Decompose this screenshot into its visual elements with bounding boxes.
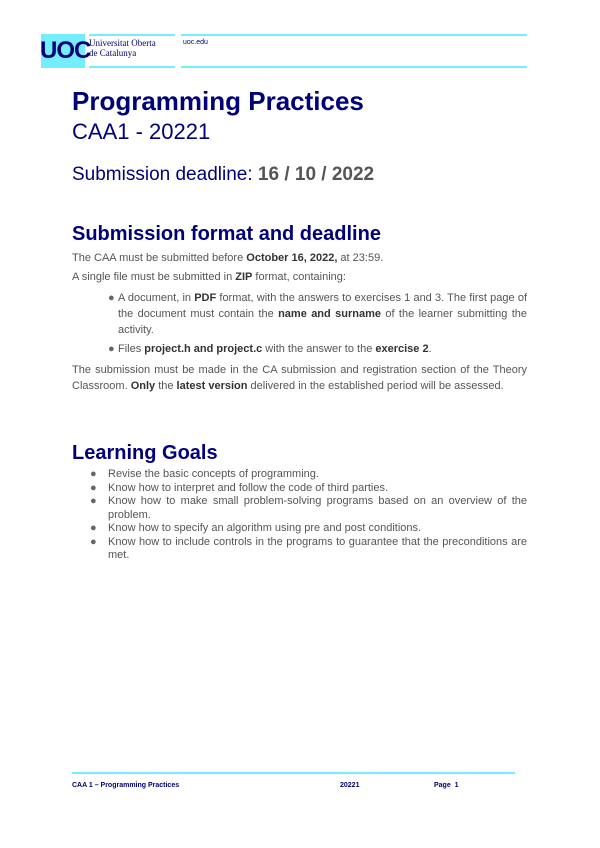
bullet-icon: ● — [108, 292, 115, 304]
goal-text: Revise the basic concepts of programming. — [108, 468, 319, 480]
bold-run: PDF — [194, 292, 217, 304]
page-header — [41, 34, 527, 70]
page-subtitle: CAA1 - 20221 — [72, 119, 211, 144]
footer-page-label: Page — [434, 782, 451, 789]
list-item — [90, 482, 527, 496]
section-heading-learning-goals: Learning Goals — [72, 442, 218, 464]
text-run: of the learner submitting the activity. — [118, 308, 527, 336]
bold-run: latest version — [176, 380, 248, 392]
logo-text: UOC — [40, 37, 91, 64]
bold-run: name and surname — [278, 308, 381, 320]
bold-run: October 16, 2022, — [246, 252, 338, 264]
text-run: The submission must be made in the CA submission and registration section of the Theory Classroom. — [72, 364, 527, 392]
text-run: A document, in — [118, 292, 195, 304]
header-rule-left-top — [89, 34, 175, 36]
text-run: Files — [118, 343, 145, 355]
paragraph-zip — [72, 269, 527, 285]
text-run: with the answer to the — [262, 343, 376, 355]
goal-text: Know how to interpret and follow the code of third parties. — [108, 481, 389, 494]
bullet-icon: ● — [90, 535, 97, 548]
university-url: uoc.edu — [183, 39, 208, 46]
bold-run: exercise 2 — [375, 343, 429, 355]
footer-page-value: 1 — [454, 782, 459, 789]
text-run: format, containing: — [252, 271, 346, 283]
footer-rule — [72, 772, 515, 774]
goal-text: Know how to include controls in the programs to guarantee that the preconditions are met. — [108, 535, 527, 561]
bullet-icon: ● — [108, 343, 115, 355]
submission-contents-list — [108, 290, 527, 360]
deadline-date: 16 / 10 / 2022 — [257, 164, 375, 185]
university-name — [89, 38, 156, 58]
bullet-icon: ● — [90, 468, 97, 480]
learning-goals-list — [90, 468, 527, 563]
paragraph-deadline — [72, 250, 527, 266]
deadline-label: Submission deadline: — [72, 164, 253, 185]
footer-page-number — [434, 781, 459, 791]
footer-document-name: CAA 1 – Programming Practices — [72, 782, 180, 789]
text-run: delivered in the established period will be assessed. — [247, 380, 504, 392]
list-item — [108, 341, 527, 357]
list-item — [90, 522, 527, 536]
university-name-line2: de Catalunya — [89, 48, 137, 58]
bold-run: project.h and project.c — [144, 343, 263, 355]
footer-term: 20221 — [340, 782, 360, 789]
text-run: the — [155, 380, 177, 392]
bold-run: Only — [130, 380, 156, 392]
uoc-logo — [40, 34, 91, 68]
header-rule-right-top — [181, 34, 527, 36]
list-item — [90, 536, 527, 563]
bullet-icon: ● — [90, 495, 97, 507]
goal-text: Know how to make small problem-solving programs based on an overview of the problem. — [108, 495, 527, 521]
section-heading-submission: Submission format and deadline — [72, 223, 381, 245]
university-name-line1: Universitat Oberta — [89, 38, 156, 48]
list-item — [90, 468, 527, 482]
text-run: format, with the answers to exercises 1 and 3. The first page of the document must contain the — [118, 292, 527, 320]
text-run: The CAA must be submitted before — [72, 252, 247, 264]
text-run: at 23:59. — [337, 252, 384, 264]
list-item — [108, 290, 527, 338]
list-item — [90, 495, 527, 522]
paragraph-submission-place — [72, 362, 527, 394]
text-run: A single file must be submitted in — [72, 271, 236, 283]
header-rule-right-bottom — [181, 66, 527, 68]
page-title: Programming Practices — [72, 86, 364, 116]
bullet-icon: ● — [90, 481, 97, 494]
submission-deadline — [72, 163, 374, 187]
goal-text: Know how to specify an algorithm using pre and post conditions. — [108, 522, 422, 534]
bullet-icon: ● — [90, 522, 97, 534]
header-rule-left-bottom — [89, 66, 175, 68]
text-run: . — [428, 343, 432, 355]
bold-run: ZIP — [235, 271, 253, 283]
